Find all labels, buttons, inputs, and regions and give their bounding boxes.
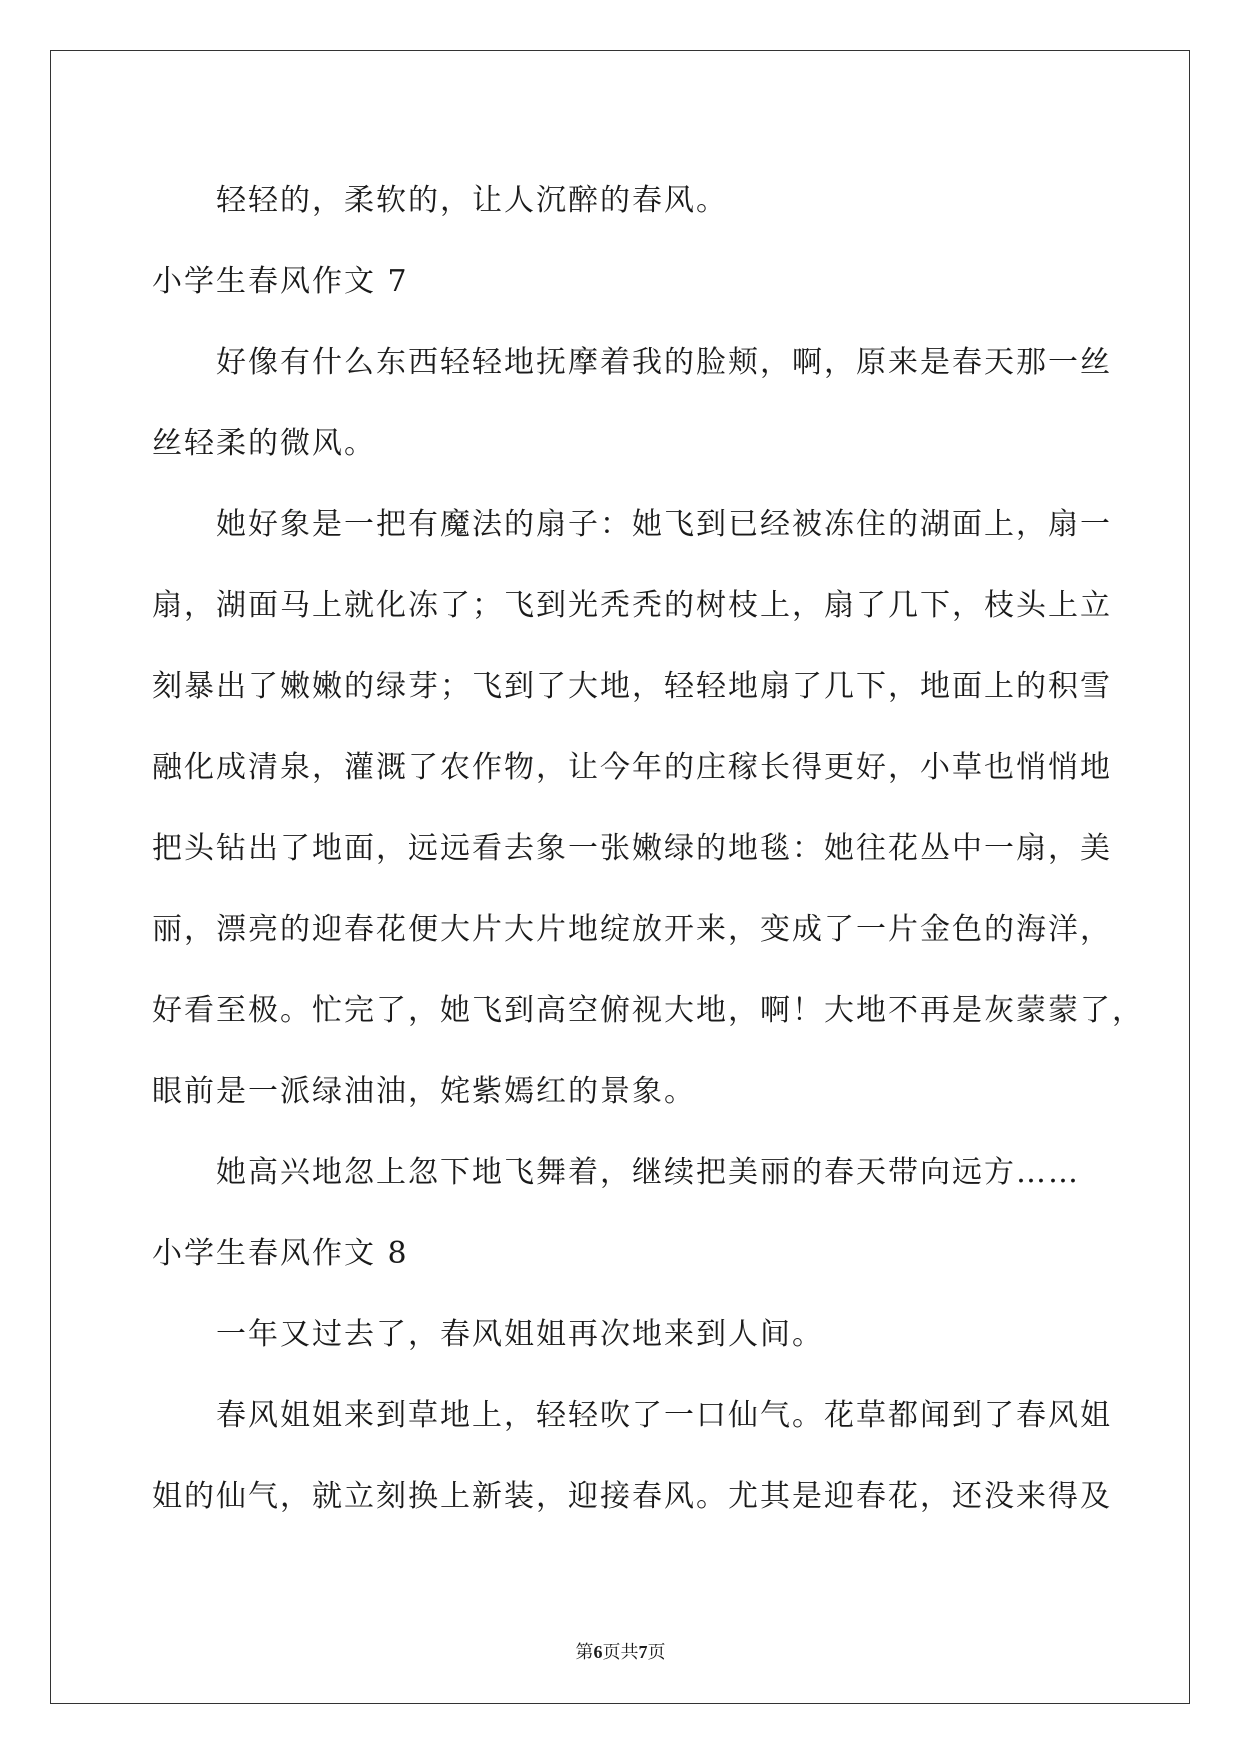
total-suffix: 页 — [647, 1642, 666, 1663]
page-total: 7 — [638, 1642, 648, 1662]
paragraph-line: 丽，漂亮的迎春花便大片大片地绽放开来，变成了一片金色的海洋， — [152, 912, 1112, 947]
paragraph-line: 轻轻的，柔软的，让人沉醉的春风。 — [216, 183, 728, 218]
page-prefix: 第 — [575, 1642, 594, 1663]
paragraph-line: 融化成清泉，灌溉了农作物，让今年的庄稼长得更好，小草也悄悄地 — [152, 750, 1112, 785]
paragraph-line: 扇，湖面马上就化冻了；飞到光秃秃的树枝上，扇了几下，枝头上立 — [152, 588, 1112, 623]
total-prefix: 共 — [620, 1642, 639, 1663]
page-suffix: 页 — [602, 1642, 621, 1663]
paragraph-line: 好看至极。忙完了，她飞到高空俯视大地，啊！大地不再是灰蒙蒙了， — [152, 993, 1144, 1028]
page-footer — [0, 1638, 1241, 1664]
essay-heading: 小学生春风作文 8 — [152, 1236, 409, 1271]
paragraph-line: 春风姐姐来到草地上，轻轻吹了一口仙气。花草都闻到了春风姐 — [216, 1398, 1112, 1433]
paragraph-line: 眼前是一派绿油油，姹紫嫣红的景象。 — [152, 1074, 696, 1109]
paragraph-line: 她高兴地忽上忽下地飞舞着，继续把美丽的春天带向远方…… — [216, 1155, 1080, 1190]
essay-heading: 小学生春风作文 7 — [152, 264, 409, 299]
paragraph-line: 一年又过去了，春风姐姐再次地来到人间。 — [216, 1317, 824, 1352]
essay-body — [152, 160, 1144, 1537]
page-current: 6 — [593, 1642, 603, 1662]
paragraph-line: 刻暴出了嫩嫩的绿芽；飞到了大地，轻轻地扇了几下，地面上的积雪 — [152, 669, 1112, 704]
paragraph-line: 姐的仙气，就立刻换上新装，迎接春风。尤其是迎春花，还没来得及 — [152, 1479, 1112, 1514]
paragraph-line: 好像有什么东西轻轻地抚摩着我的脸颊，啊，原来是春天那一丝 — [216, 345, 1112, 380]
paragraph-line: 丝轻柔的微风。 — [152, 426, 376, 461]
paragraph-line: 把头钻出了地面，远远看去象一张嫩绿的地毯：她往花丛中一扇，美 — [152, 831, 1112, 866]
paragraph-line: 她好象是一把有魔法的扇子：她飞到已经被冻住的湖面上，扇一 — [216, 507, 1112, 542]
